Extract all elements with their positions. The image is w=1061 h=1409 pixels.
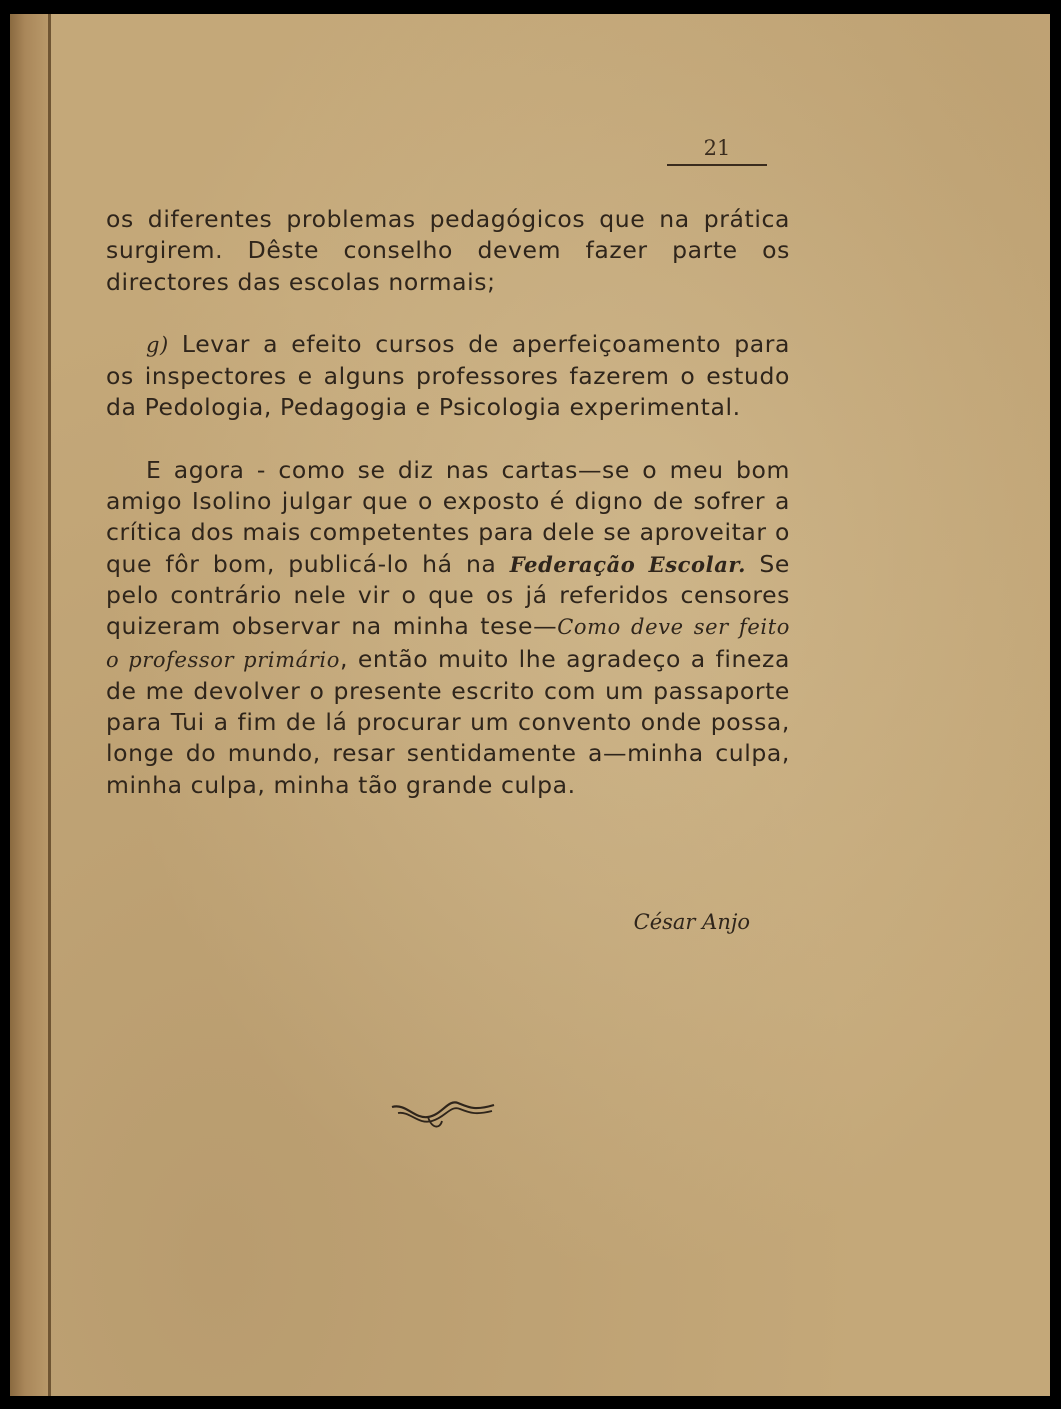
paragraph-closing xyxy=(106,455,790,801)
paragraph-item-g xyxy=(106,329,790,424)
binding-edge xyxy=(10,14,51,1396)
thesis-title: Como deve ser feito o professor primário xyxy=(106,615,790,672)
item-g-text: Levar a efeito cursos de aperfeiçoamento para os inspectores e alguns professores fazerem o estudo da Pedologia, Pedagogia e Psicologia experimental. xyxy=(106,329,790,422)
journal-title: Federação Escolar. xyxy=(509,551,747,577)
flourish-ornament xyxy=(388,1089,498,1133)
paragraph-continuation: os diferentes problemas pedagógicos que na prática surgirem. Dêste conselho devem fazer parte os directores das escolas normais; xyxy=(106,205,790,296)
item-label: g) xyxy=(146,332,169,357)
page-number: 21 xyxy=(667,136,767,166)
paper-sheet xyxy=(10,14,1050,1396)
body-text xyxy=(106,204,790,801)
closing-text-3: , então muito lhe agradeço a fineza de me devolver o presente escrito com um passaporte para Tui a fim de lá procurar um convento onde possa, longe do mundo, resar sentidamente a—minha culpa, minha culpa, minha tão grande culpa. xyxy=(106,644,790,799)
closing-text-2: Se pelo contrário nele vir o que os já referidos censores quizeram observar na minha tese— xyxy=(106,549,790,641)
show-through-bleed xyxy=(490,1004,870,1304)
closing-text-1: E agora - como se diz nas cartas—se o meu bom amigo Isolino julgar que o exposto é digno de sofrer a crítica dos mais competentes para dele se aproveitar o que fôr bom, publicá-lo há na xyxy=(106,455,790,578)
author-signature: César Anjo xyxy=(633,910,750,934)
